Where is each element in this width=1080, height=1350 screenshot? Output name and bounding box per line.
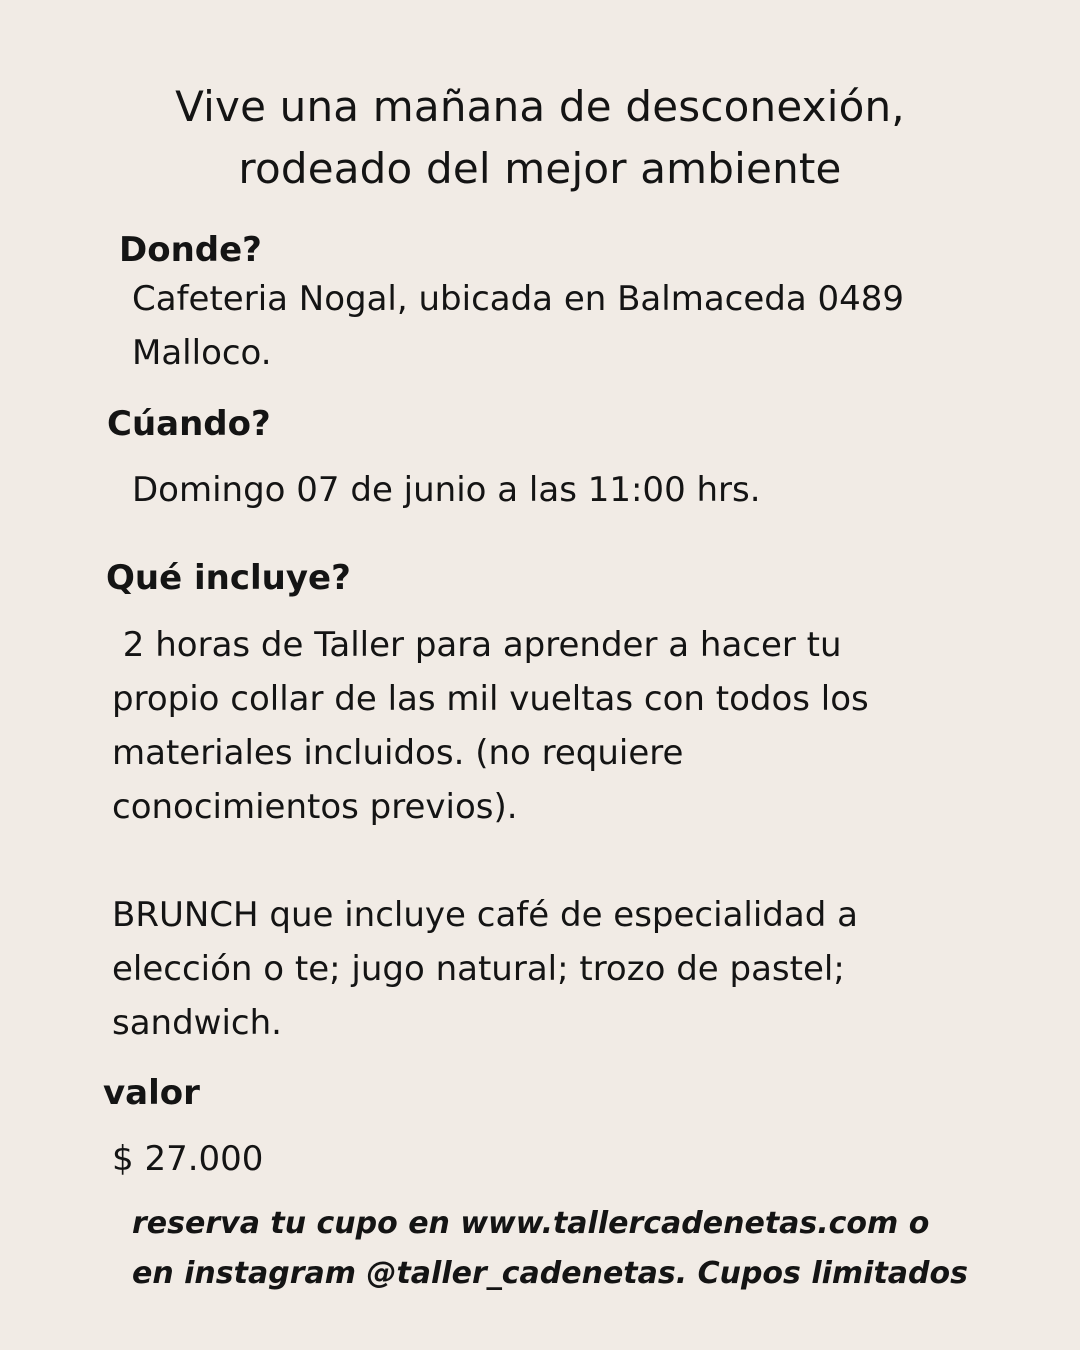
where-line-1: Cafeteria Nogal, ubicada en Balmaceda 0489 bbox=[132, 279, 905, 319]
title-line-2: rodeado del mejor ambiente bbox=[238, 144, 842, 193]
when-heading: Cúando? bbox=[107, 404, 271, 444]
reservation-note bbox=[132, 1199, 968, 1299]
where-address bbox=[132, 272, 904, 380]
reservation-line-1: reserva tu cupo en www.tallercadenetas.com o bbox=[132, 1206, 930, 1241]
price-value: $ 27.000 bbox=[112, 1139, 264, 1179]
brunch-line-1: BRUNCH que incluye café de especialidad a bbox=[112, 895, 858, 935]
includes-heading: Qué incluye? bbox=[106, 558, 351, 598]
workshop-line-4: conocimientos previos). bbox=[112, 787, 518, 827]
title-line-1: Vive una mañana de desconexión, bbox=[175, 82, 905, 131]
brunch-line-2: elección o te; jugo natural; trozo de pastel; bbox=[112, 949, 845, 989]
includes-brunch bbox=[112, 888, 858, 1050]
when-text: Domingo 07 de junio a las 11:00 hrs. bbox=[132, 470, 761, 510]
price-heading: valor bbox=[103, 1073, 200, 1113]
brunch-line-3: sandwich. bbox=[112, 1003, 282, 1043]
workshop-line-2: propio collar de las mil vueltas con todos los bbox=[112, 679, 869, 719]
workshop-line-3: materiales incluidos. (no requiere bbox=[112, 733, 684, 773]
where-heading: Donde? bbox=[119, 230, 262, 270]
workshop-line-1: 2 horas de Taller para aprender a hacer tu bbox=[112, 625, 842, 665]
includes-workshop bbox=[112, 618, 869, 834]
reservation-line-2: en instagram @taller_cadenetas. Cupos limitados bbox=[132, 1256, 968, 1291]
where-line-2: Malloco. bbox=[132, 333, 272, 373]
page-title bbox=[0, 76, 1080, 200]
